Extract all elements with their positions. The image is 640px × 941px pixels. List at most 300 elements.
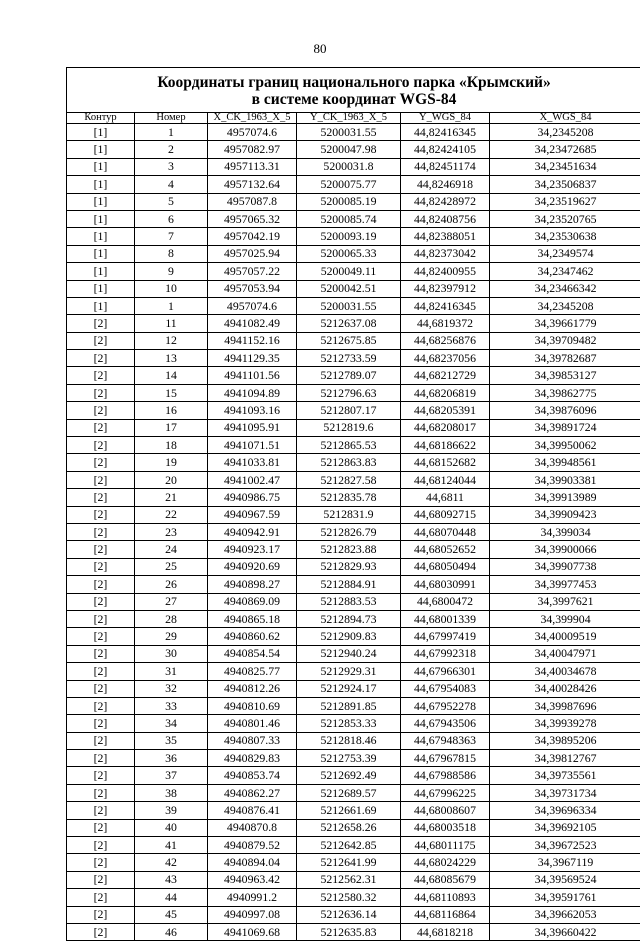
cell-contour: [2] <box>67 767 135 784</box>
cell-y-ck-1963: 5212692.49 <box>297 767 401 784</box>
cell-y-ck-1963: 5200047.98 <box>297 141 401 158</box>
cell-x-ck-1963: 4941069.68 <box>208 923 297 940</box>
table-row <box>67 124 640 141</box>
cell-y-wgs-84: 44,82416345 <box>401 124 490 141</box>
cell-x-wgs-84: 34,39735561 <box>490 767 640 784</box>
table-row <box>67 471 640 488</box>
cell-y-ck-1963: 5212831.9 <box>297 506 401 523</box>
cell-y-wgs-84: 44,67954083 <box>401 680 490 697</box>
cell-y-ck-1963: 5212835.78 <box>297 489 401 506</box>
cell-x-wgs-84: 34,39661779 <box>490 315 640 332</box>
page-number: 80 <box>0 41 640 57</box>
table-row <box>67 854 640 871</box>
cell-x-ck-1963: 4957082.97 <box>208 141 297 158</box>
cell-x-wgs-84: 34,39709482 <box>490 332 640 349</box>
table-row <box>67 245 640 262</box>
cell-y-wgs-84: 44,82416345 <box>401 297 490 314</box>
cell-contour: [2] <box>67 367 135 384</box>
cell-y-wgs-84: 44,67996225 <box>401 784 490 801</box>
cell-x-ck-1963: 4957113.31 <box>208 158 297 175</box>
table-row <box>67 419 640 436</box>
cell-y-ck-1963: 5200031.8 <box>297 158 401 175</box>
cell-contour: [2] <box>67 837 135 854</box>
cell-contour: [2] <box>67 715 135 732</box>
cell-y-wgs-84: 44,82408756 <box>401 210 490 227</box>
cell-y-wgs-84: 44,82400955 <box>401 263 490 280</box>
column-header-x-ck-1963: X_CK_1963_X_5 <box>208 113 297 124</box>
cell-x-wgs-84: 34,39731734 <box>490 784 640 801</box>
cell-number: 1 <box>135 297 208 314</box>
cell-x-wgs-84: 34,23466342 <box>490 280 640 297</box>
cell-y-ck-1963: 5212733.59 <box>297 350 401 367</box>
cell-x-wgs-84: 34,39903381 <box>490 471 640 488</box>
cell-number: 20 <box>135 471 208 488</box>
table-row <box>67 541 640 558</box>
cell-y-wgs-84: 44,68092715 <box>401 506 490 523</box>
cell-number: 16 <box>135 402 208 419</box>
cell-x-ck-1963: 4940923.17 <box>208 541 297 558</box>
cell-contour: [1] <box>67 176 135 193</box>
cell-contour: [2] <box>67 784 135 801</box>
cell-x-wgs-84: 34,39907738 <box>490 558 640 575</box>
table-row <box>67 315 640 332</box>
table-row <box>67 628 640 645</box>
cell-contour: [1] <box>67 280 135 297</box>
cell-x-ck-1963: 4957042.19 <box>208 228 297 245</box>
cell-x-wgs-84: 34,39939278 <box>490 715 640 732</box>
cell-y-ck-1963: 5200085.74 <box>297 210 401 227</box>
cell-number: 37 <box>135 767 208 784</box>
cell-y-ck-1963: 5212796.63 <box>297 384 401 401</box>
cell-y-ck-1963: 5212637.08 <box>297 315 401 332</box>
cell-y-wgs-84: 44,68256876 <box>401 332 490 349</box>
cell-contour: [2] <box>67 871 135 888</box>
table-row <box>67 297 640 314</box>
cell-x-ck-1963: 4957132.64 <box>208 176 297 193</box>
cell-y-ck-1963: 5200093.19 <box>297 228 401 245</box>
cell-number: 31 <box>135 663 208 680</box>
cell-number: 28 <box>135 610 208 627</box>
cell-x-ck-1963: 4940898.27 <box>208 576 297 593</box>
cell-y-wgs-84: 44,67943506 <box>401 715 490 732</box>
table-row <box>67 576 640 593</box>
cell-number: 45 <box>135 906 208 923</box>
cell-y-ck-1963: 5212753.39 <box>297 750 401 767</box>
cell-x-wgs-84: 34,23451634 <box>490 158 640 175</box>
cell-x-ck-1963: 4940879.52 <box>208 837 297 854</box>
cell-y-ck-1963: 5212826.79 <box>297 523 401 540</box>
cell-y-wgs-84: 44,82424105 <box>401 141 490 158</box>
table-row <box>67 715 640 732</box>
cell-y-ck-1963: 5200065.33 <box>297 245 401 262</box>
cell-y-wgs-84: 44,68110893 <box>401 889 490 906</box>
cell-x-ck-1963: 4941002.47 <box>208 471 297 488</box>
cell-x-wgs-84: 34,39948561 <box>490 454 640 471</box>
table-row <box>67 367 640 384</box>
cell-y-wgs-84: 44,68085679 <box>401 871 490 888</box>
cell-contour: [2] <box>67 576 135 593</box>
cell-x-wgs-84: 34,399034 <box>490 523 640 540</box>
table-row <box>67 750 640 767</box>
cell-x-wgs-84: 34,39900066 <box>490 541 640 558</box>
cell-x-ck-1963: 4940876.41 <box>208 802 297 819</box>
cell-number: 24 <box>135 541 208 558</box>
cell-y-ck-1963: 5200042.51 <box>297 280 401 297</box>
cell-number: 32 <box>135 680 208 697</box>
table-row <box>67 837 640 854</box>
cell-y-ck-1963: 5212891.85 <box>297 697 401 714</box>
cell-number: 6 <box>135 210 208 227</box>
cell-y-ck-1963: 5212884.91 <box>297 576 401 593</box>
cell-contour: [2] <box>67 593 135 610</box>
cell-number: 11 <box>135 315 208 332</box>
cell-x-wgs-84: 34,39569524 <box>490 871 640 888</box>
cell-y-ck-1963: 5200075.77 <box>297 176 401 193</box>
cell-y-wgs-84: 44,68050494 <box>401 558 490 575</box>
cell-x-wgs-84: 34,40034678 <box>490 663 640 680</box>
cell-x-wgs-84: 34,3967119 <box>490 854 640 871</box>
table-row <box>67 506 640 523</box>
table-row <box>67 523 640 540</box>
cell-x-ck-1963: 4940997.08 <box>208 906 297 923</box>
cell-y-wgs-84: 44,68186622 <box>401 437 490 454</box>
cell-x-ck-1963: 4940862.27 <box>208 784 297 801</box>
cell-y-ck-1963: 5212829.93 <box>297 558 401 575</box>
cell-x-wgs-84: 34,39950062 <box>490 437 640 454</box>
cell-y-wgs-84: 44,67952278 <box>401 697 490 714</box>
cell-x-ck-1963: 4941082.49 <box>208 315 297 332</box>
cell-y-ck-1963: 5212675.85 <box>297 332 401 349</box>
cell-contour: [2] <box>67 923 135 940</box>
cell-contour: [2] <box>67 680 135 697</box>
cell-y-wgs-84: 44,82428972 <box>401 193 490 210</box>
cell-number: 15 <box>135 384 208 401</box>
table-row <box>67 158 640 175</box>
cell-y-ck-1963: 5212883.53 <box>297 593 401 610</box>
cell-y-wgs-84: 44,6811 <box>401 489 490 506</box>
cell-x-wgs-84: 34,39891724 <box>490 419 640 436</box>
cell-x-ck-1963: 4940986.75 <box>208 489 297 506</box>
cell-x-wgs-84: 34,39812767 <box>490 750 640 767</box>
cell-y-wgs-84: 44,67966301 <box>401 663 490 680</box>
cell-x-ck-1963: 4941094.89 <box>208 384 297 401</box>
cell-x-ck-1963: 4940870.8 <box>208 819 297 836</box>
cell-number: 14 <box>135 367 208 384</box>
cell-number: 13 <box>135 350 208 367</box>
cell-y-wgs-84: 44,68152682 <box>401 454 490 471</box>
cell-x-ck-1963: 4940807.33 <box>208 732 297 749</box>
cell-contour: [1] <box>67 210 135 227</box>
cell-contour: [1] <box>67 158 135 175</box>
cell-contour: [1] <box>67 124 135 141</box>
column-header-y-ck-1963: Y_CK_1963_X_5 <box>297 113 401 124</box>
cell-x-wgs-84: 34,2345208 <box>490 124 640 141</box>
cell-y-wgs-84: 44,68237056 <box>401 350 490 367</box>
cell-contour: [2] <box>67 663 135 680</box>
cell-x-wgs-84: 34,40028426 <box>490 680 640 697</box>
cell-x-ck-1963: 4940801.46 <box>208 715 297 732</box>
table-row <box>67 645 640 662</box>
cell-x-ck-1963: 4940810.69 <box>208 697 297 714</box>
cell-number: 10 <box>135 280 208 297</box>
cell-y-ck-1963: 5212929.31 <box>297 663 401 680</box>
cell-contour: [2] <box>67 628 135 645</box>
cell-number: 41 <box>135 837 208 854</box>
cell-number: 26 <box>135 576 208 593</box>
cell-contour: [1] <box>67 245 135 262</box>
cell-x-wgs-84: 34,2349574 <box>490 245 640 262</box>
cell-y-ck-1963: 5200031.55 <box>297 297 401 314</box>
cell-contour: [1] <box>67 228 135 245</box>
cell-y-ck-1963: 5212865.53 <box>297 437 401 454</box>
table-row <box>67 193 640 210</box>
cell-contour: [1] <box>67 193 135 210</box>
cell-x-ck-1963: 4957053.94 <box>208 280 297 297</box>
table-row <box>67 906 640 923</box>
cell-number: 7 <box>135 228 208 245</box>
cell-y-ck-1963: 5212853.33 <box>297 715 401 732</box>
table-row <box>67 332 640 349</box>
table-row <box>67 437 640 454</box>
cell-y-ck-1963: 5212818.46 <box>297 732 401 749</box>
cell-contour: [2] <box>67 471 135 488</box>
cell-y-ck-1963: 5212642.85 <box>297 837 401 854</box>
cell-x-wgs-84: 34,39662053 <box>490 906 640 923</box>
cell-y-wgs-84: 44,68205391 <box>401 402 490 419</box>
cell-x-wgs-84: 34,23506837 <box>490 176 640 193</box>
cell-contour: [2] <box>67 558 135 575</box>
cell-contour: [1] <box>67 141 135 158</box>
cell-x-ck-1963: 4940991.2 <box>208 889 297 906</box>
cell-y-ck-1963: 5200031.55 <box>297 124 401 141</box>
column-header-contour: Контур <box>67 113 135 124</box>
cell-number: 12 <box>135 332 208 349</box>
cell-x-ck-1963: 4957074.6 <box>208 124 297 141</box>
cell-y-wgs-84: 44,68001339 <box>401 610 490 627</box>
cell-y-wgs-84: 44,68030991 <box>401 576 490 593</box>
cell-contour: [2] <box>67 819 135 836</box>
cell-x-wgs-84: 34,40009519 <box>490 628 640 645</box>
table-row <box>67 402 640 419</box>
coordinates-table-container <box>66 67 640 941</box>
cell-number: 21 <box>135 489 208 506</box>
cell-contour: [2] <box>67 610 135 627</box>
cell-x-ck-1963: 4957087.8 <box>208 193 297 210</box>
cell-number: 8 <box>135 245 208 262</box>
cell-x-wgs-84: 34,40047971 <box>490 645 640 662</box>
cell-number: 3 <box>135 158 208 175</box>
table-row <box>67 593 640 610</box>
cell-number: 38 <box>135 784 208 801</box>
cell-y-wgs-84: 44,67948363 <box>401 732 490 749</box>
cell-number: 9 <box>135 263 208 280</box>
cell-y-ck-1963: 5212819.6 <box>297 419 401 436</box>
table-row <box>67 663 640 680</box>
cell-x-wgs-84: 34,39591761 <box>490 889 640 906</box>
cell-number: 30 <box>135 645 208 662</box>
cell-contour: [2] <box>67 332 135 349</box>
table-row <box>67 210 640 227</box>
cell-contour: [2] <box>67 889 135 906</box>
cell-x-wgs-84: 34,399904 <box>490 610 640 627</box>
cell-y-wgs-84: 44,68008607 <box>401 802 490 819</box>
cell-number: 25 <box>135 558 208 575</box>
cell-contour: [2] <box>67 802 135 819</box>
cell-y-wgs-84: 44,68011175 <box>401 837 490 854</box>
cell-x-wgs-84: 34,2345208 <box>490 297 640 314</box>
cell-x-wgs-84: 34,2347462 <box>490 263 640 280</box>
table-row <box>67 819 640 836</box>
cell-y-ck-1963: 5200049.11 <box>297 263 401 280</box>
cell-contour: [2] <box>67 854 135 871</box>
cell-contour: [2] <box>67 906 135 923</box>
table-row <box>67 732 640 749</box>
cell-x-ck-1963: 4940967.59 <box>208 506 297 523</box>
cell-x-ck-1963: 4940942.91 <box>208 523 297 540</box>
cell-y-wgs-84: 44,82451174 <box>401 158 490 175</box>
cell-x-wgs-84: 34,23519627 <box>490 193 640 210</box>
cell-y-wgs-84: 44,82397912 <box>401 280 490 297</box>
cell-x-ck-1963: 4957065.32 <box>208 210 297 227</box>
cell-x-ck-1963: 4941129.35 <box>208 350 297 367</box>
table-row <box>67 384 640 401</box>
table-row <box>67 802 640 819</box>
cell-y-wgs-84: 44,8246918 <box>401 176 490 193</box>
cell-number: 42 <box>135 854 208 871</box>
cell-x-ck-1963: 4940854.54 <box>208 645 297 662</box>
cell-y-wgs-84: 44,67967815 <box>401 750 490 767</box>
table-row <box>67 697 640 714</box>
table-row <box>67 280 640 297</box>
cell-y-ck-1963: 5212635.83 <box>297 923 401 940</box>
cell-contour: [1] <box>67 297 135 314</box>
cell-contour: [2] <box>67 419 135 436</box>
cell-x-wgs-84: 34,39672523 <box>490 837 640 854</box>
cell-y-wgs-84: 44,67992318 <box>401 645 490 662</box>
cell-y-ck-1963: 5212909.83 <box>297 628 401 645</box>
column-header-number: Номер <box>135 113 208 124</box>
cell-number: 40 <box>135 819 208 836</box>
cell-x-wgs-84: 34,23472685 <box>490 141 640 158</box>
table-row <box>67 228 640 245</box>
cell-y-ck-1963: 5212894.73 <box>297 610 401 627</box>
cell-number: 36 <box>135 750 208 767</box>
cell-y-ck-1963: 5212658.26 <box>297 819 401 836</box>
cell-x-ck-1963: 4940825.77 <box>208 663 297 680</box>
cell-y-wgs-84: 44,68024229 <box>401 854 490 871</box>
cell-number: 2 <box>135 141 208 158</box>
cell-y-ck-1963: 5212580.32 <box>297 889 401 906</box>
cell-y-ck-1963: 5212924.17 <box>297 680 401 697</box>
cell-y-wgs-84: 44,68124044 <box>401 471 490 488</box>
cell-x-wgs-84: 34,39853127 <box>490 367 640 384</box>
table-body <box>67 124 640 941</box>
cell-x-ck-1963: 4957025.94 <box>208 245 297 262</box>
cell-y-wgs-84: 44,82388051 <box>401 228 490 245</box>
cell-number: 35 <box>135 732 208 749</box>
cell-y-ck-1963: 5212689.57 <box>297 784 401 801</box>
table-row <box>67 176 640 193</box>
cell-x-wgs-84: 34,39696334 <box>490 802 640 819</box>
cell-x-wgs-84: 34,39977453 <box>490 576 640 593</box>
cell-contour: [2] <box>67 541 135 558</box>
cell-x-ck-1963: 4940853.74 <box>208 767 297 784</box>
cell-y-wgs-84: 44,68208017 <box>401 419 490 436</box>
table-row <box>67 263 640 280</box>
cell-y-wgs-84: 44,68070448 <box>401 523 490 540</box>
cell-y-ck-1963: 5212827.58 <box>297 471 401 488</box>
cell-contour: [2] <box>67 750 135 767</box>
cell-x-ck-1963: 4941095.91 <box>208 419 297 436</box>
cell-contour: [2] <box>67 645 135 662</box>
cell-x-ck-1963: 4940865.18 <box>208 610 297 627</box>
cell-x-wgs-84: 34,39782687 <box>490 350 640 367</box>
cell-y-ck-1963: 5212863.83 <box>297 454 401 471</box>
table-row <box>67 489 640 506</box>
cell-x-wgs-84: 34,23530638 <box>490 228 640 245</box>
cell-number: 1 <box>135 124 208 141</box>
cell-x-ck-1963: 4940963.42 <box>208 871 297 888</box>
cell-y-wgs-84: 44,6818218 <box>401 923 490 940</box>
cell-contour: [2] <box>67 489 135 506</box>
table-title-row <box>67 68 640 113</box>
table-row <box>67 680 640 697</box>
cell-x-wgs-84: 34,23520765 <box>490 210 640 227</box>
cell-number: 22 <box>135 506 208 523</box>
cell-y-ck-1963: 5212823.88 <box>297 541 401 558</box>
cell-y-ck-1963: 5212789.07 <box>297 367 401 384</box>
cell-y-ck-1963: 5212636.14 <box>297 906 401 923</box>
cell-y-wgs-84: 44,67997419 <box>401 628 490 645</box>
table-row <box>67 767 640 784</box>
cell-y-ck-1963: 5212562.31 <box>297 871 401 888</box>
cell-x-ck-1963: 4941152.16 <box>208 332 297 349</box>
cell-contour: [2] <box>67 350 135 367</box>
table-row <box>67 141 640 158</box>
cell-number: 44 <box>135 889 208 906</box>
cell-x-wgs-84: 34,39876096 <box>490 402 640 419</box>
cell-x-wgs-84: 34,39862775 <box>490 384 640 401</box>
cell-number: 29 <box>135 628 208 645</box>
cell-x-ck-1963: 4940860.62 <box>208 628 297 645</box>
cell-x-wgs-84: 34,39895206 <box>490 732 640 749</box>
cell-number: 5 <box>135 193 208 210</box>
cell-y-wgs-84: 44,82373042 <box>401 245 490 262</box>
cell-y-wgs-84: 44,67988586 <box>401 767 490 784</box>
cell-x-ck-1963: 4940869.09 <box>208 593 297 610</box>
cell-x-wgs-84: 34,39987696 <box>490 697 640 714</box>
table-row <box>67 784 640 801</box>
cell-contour: [2] <box>67 402 135 419</box>
table-title-line-2: в системе координат WGS-84 <box>67 91 640 108</box>
cell-number: 19 <box>135 454 208 471</box>
column-header-y-wgs-84: Y_WGS_84 <box>401 113 490 124</box>
cell-number: 17 <box>135 419 208 436</box>
cell-contour: [2] <box>67 454 135 471</box>
cell-number: 4 <box>135 176 208 193</box>
cell-x-ck-1963: 4957074.6 <box>208 297 297 314</box>
cell-number: 39 <box>135 802 208 819</box>
table-title <box>67 68 640 113</box>
table-header-row <box>67 113 640 124</box>
cell-number: 43 <box>135 871 208 888</box>
cell-x-ck-1963: 4940920.69 <box>208 558 297 575</box>
table-title-line-1: Координаты границ национального парка «Крымский» <box>67 74 640 91</box>
cell-x-ck-1963: 4940812.26 <box>208 680 297 697</box>
cell-x-wgs-84: 34,3997621 <box>490 593 640 610</box>
cell-y-wgs-84: 44,68206819 <box>401 384 490 401</box>
table-row <box>67 454 640 471</box>
